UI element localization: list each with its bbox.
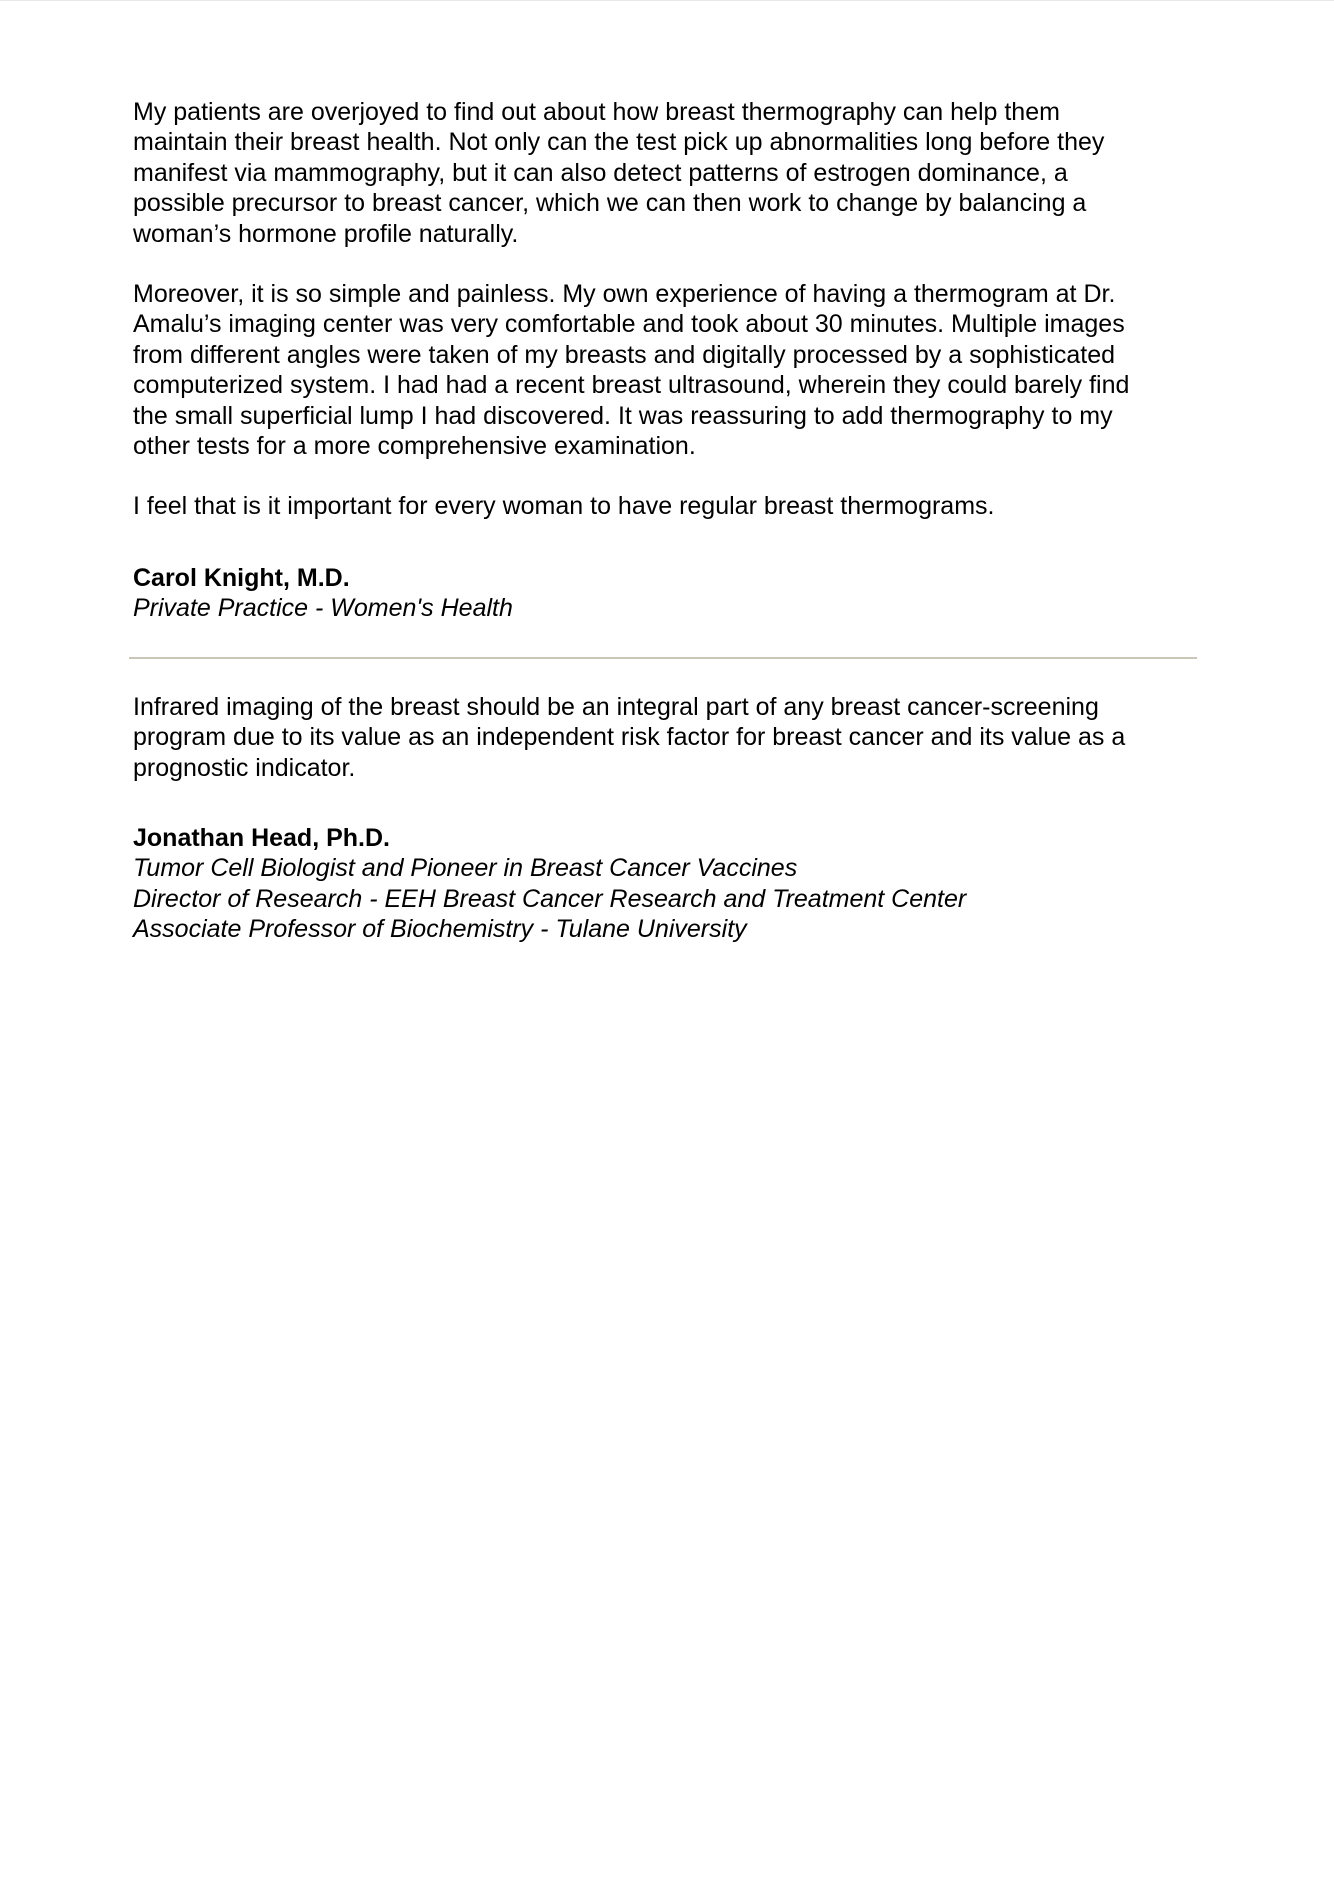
testimonial-paragraph: I feel that is it important for every woman to have regular breast thermograms. <box>133 492 995 521</box>
author-name: Carol Knight, M.D. <box>133 563 350 592</box>
testimonial-jonathan-head <box>133 692 1203 945</box>
author-name: Jonathan Head, Ph.D. <box>133 824 390 853</box>
section-divider <box>129 657 1197 659</box>
author-title: Associate Professor of Biochemistry - Tulane University <box>133 915 747 944</box>
author-title: Private Practice - Women's Health <box>133 593 513 622</box>
author-title: Tumor Cell Biologist and Pioneer in Breast Cancer Vaccines <box>133 854 798 883</box>
testimonial-carol-knight <box>133 97 1203 623</box>
testimonial-paragraph: Infrared imaging of the breast should be an integral part of any breast cancer-screening program due to its value as an independent risk factor for breast cancer and its value as a prognostic indicator. <box>133 693 1126 782</box>
author-title: Director of Research - EEH Breast Cancer Research and Treatment Center <box>133 884 967 913</box>
page-top-edge <box>0 0 1334 1</box>
testimonial-paragraph: My patients are overjoyed to find out about how breast thermography can help them maintain their breast health. Not only can the test pick up abnormalities long before they manifest via mammography, but it can also detect patterns of estrogen dominance, a possible precursor to breast cancer, which we can then work to change by balancing a woman’s hormone profile naturally. <box>133 98 1105 248</box>
testimonial-paragraph: Moreover, it is so simple and painless. My own experience of having a thermogram at Dr. Amalu’s imaging center was very comfortable and took about 30 minutes. Multiple images from different angles were taken of my breasts and digitally processed by a sophisticated computerized system. I had had a recent breast ultrasound, wherein they could barely find the small superficial lump I had discovered. It was reassuring to add thermography to my other tests for a more comprehensive examination. <box>133 280 1130 461</box>
